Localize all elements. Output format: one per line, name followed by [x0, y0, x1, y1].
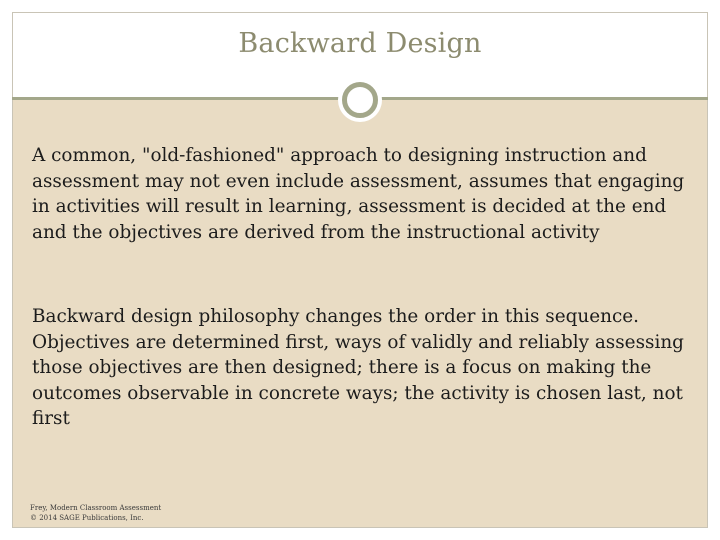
- circle-ornament-icon: [338, 78, 382, 122]
- footer-line-1: Frey, Modern Classroom Assessment: [30, 504, 162, 512]
- footer-line-2: © 2014 SAGE Publications, Inc.: [30, 514, 144, 522]
- slide-title: Backward Design: [238, 28, 482, 59]
- ornament-ring: [342, 82, 378, 118]
- body-paragraph-2: Backward design philosophy changes the order in this sequence. Objectives are determined first, ways of validly and reliably assessing those objectives are then designed; there is a focus on making the outcomes observable in concrete ways; the activity is chosen last, not first: [32, 306, 684, 430]
- body-paragraph-1: A common, "old-fashioned" approach to designing instruction and assessment may not even include assessment, assumes that engaging in activities will result in learning, assessment is decided at the end and the objectives are derived from the instructional activity: [32, 145, 685, 243]
- footer-citation: [30, 503, 161, 523]
